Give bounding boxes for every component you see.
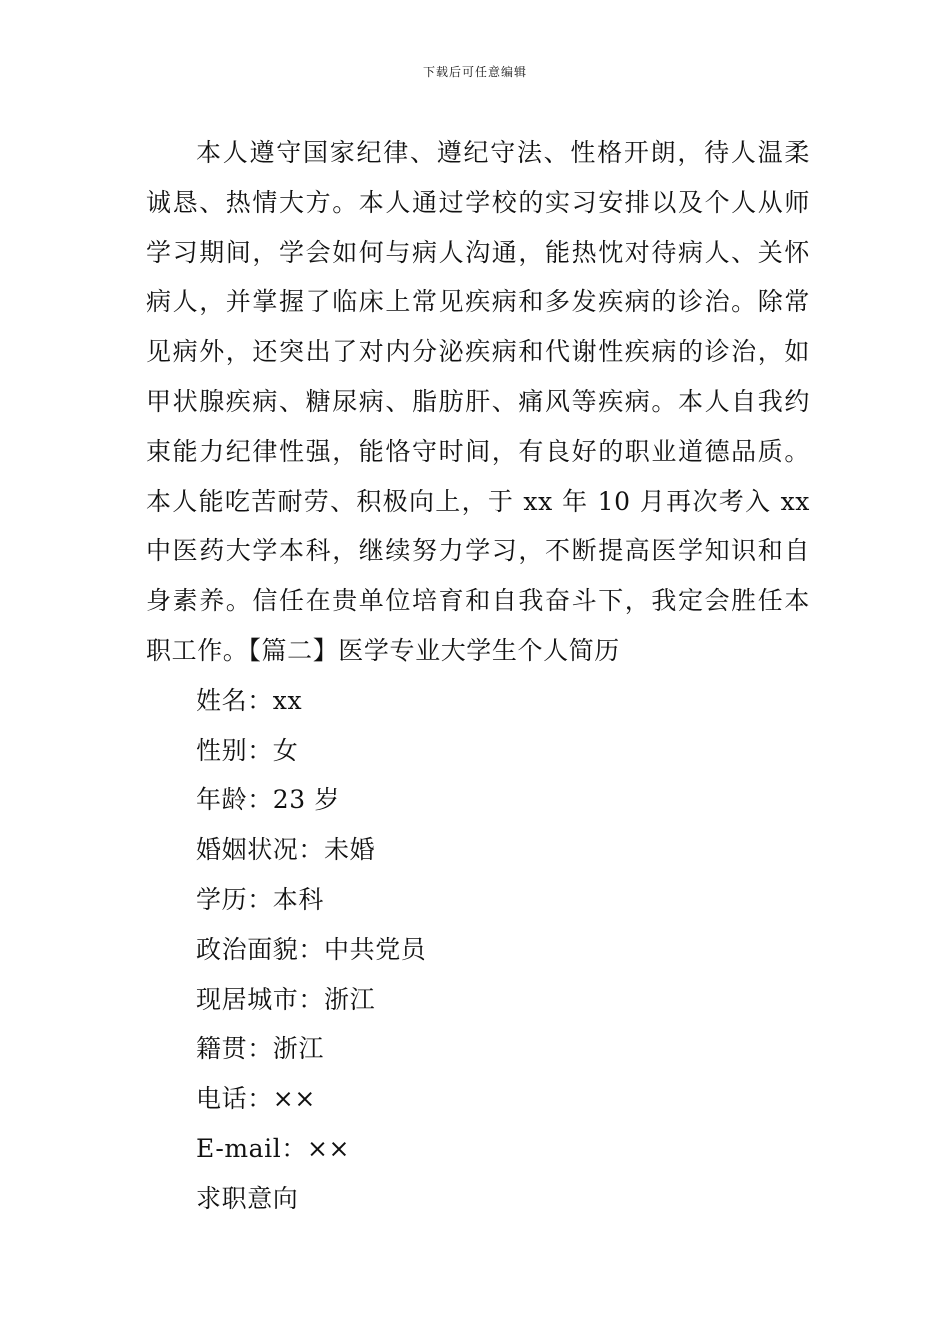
- info-line-age: 年龄：23 岁: [196, 785, 340, 815]
- info-line-gender: 性别：女: [196, 735, 299, 765]
- info-line-name: 姓名：xx: [196, 685, 303, 715]
- info-line-political-status: 政治面貌：中共党员: [196, 934, 427, 964]
- info-line-email: E-mail：××: [196, 1133, 351, 1163]
- page-header-note: 下载后可任意编辑: [422, 65, 527, 79]
- info-line-job-intention: 求职意向: [196, 1183, 299, 1213]
- document-body: [146, 128, 810, 1224]
- info-line-phone: 电话：××: [196, 1084, 316, 1114]
- info-line-education: 学历：本科: [196, 884, 325, 914]
- intro-paragraph: 本人遵守国家纪律、遵纪守法、性格开朗，待人温柔诚恳、热情大方。本人通过学校的实习安排以及个人从师学习期间，学会如何与病人沟通，能热忱对待病人、关怀病人，并掌握了临床上常见疾病和多发疾病的诊治。除常见病外，还突出了对内分泌疾病和代谢性疾病的诊治，如甲状腺疾病、糖尿病、脂肪肝、痛风等疾病。本人自我约束能力纪律性强，能恪守时间，有良好的职业道德品质。本人能吃苦耐劳、积极向上，于 xx 年 10 月再次考入 xx 中医药大学本科，继续努力学习，不断提高医学知识和自身素养。信任在贵单位培育和自我奋斗下，我定会胜任本职工作。【篇二】医学专业大学生个人简历: [146, 138, 810, 665]
- info-line-marital-status: 婚姻状况：未婚: [196, 835, 376, 865]
- info-line-current-city: 现居城市：浙江: [196, 984, 376, 1014]
- info-line-hometown: 籍贯：浙江: [196, 1034, 325, 1064]
- resume-info-list: [146, 676, 810, 1224]
